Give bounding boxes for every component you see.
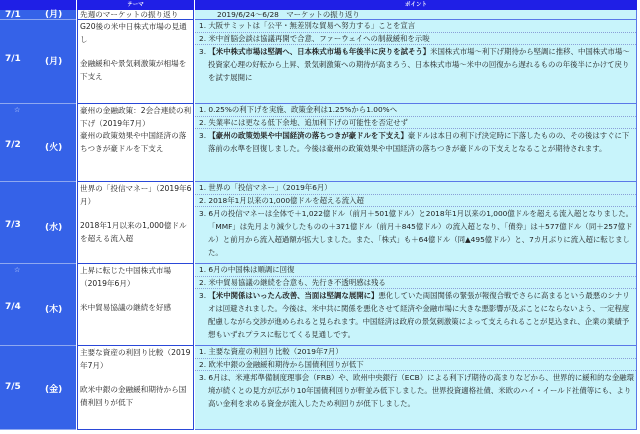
point-item: 1. 6月の中国株は順調に回復 — [195, 264, 636, 277]
theme-cell — [77, 104, 194, 182]
date: 7/4 — [5, 302, 21, 312]
point-item: 1. 0.25%の利下げを実施、政策金利は1.25%から1.00%へ — [195, 104, 636, 117]
date: 7/3 — [5, 220, 21, 230]
point-number: 3. — [199, 373, 209, 383]
point-item — [195, 129, 636, 155]
date-cell — [0, 20, 76, 104]
table-row — [0, 346, 637, 430]
point-item: 2. 欧米中銀の金融緩和期待から国債利回りが低下 — [195, 359, 636, 372]
theme-subtitle: 豪州の政策効果や中国経済の落ちつきが豪ドルを下支え — [80, 131, 187, 153]
point-number: 3. — [199, 209, 209, 219]
date-cell — [0, 182, 76, 264]
date-cell — [0, 346, 76, 430]
star-icon: ☆ — [14, 106, 21, 114]
point-body: 6月は、米連邦準備制度理事会（FRB）や、欧州中央銀行（ECB）による利下げ期待の高まりなどから、世界的に緩和的な金融環境が続くとの見方が広がり10年国債利回りが軒並み低下しました。世界投資適格社債、米欧のハイ・イールド社債等にも、より高い金利を求める資金が流入したため利回りが低下しました。 — [208, 373, 635, 409]
weekday: (水) — [45, 223, 63, 233]
theme-title: 主要な資産の利回り比較（2019年7月） — [80, 348, 191, 370]
theme-title: 上昇に転じた中国株式市場（2019年6月） — [80, 266, 172, 288]
point-item: 2. 失業率には更なる低下余地、追加利下げの可能性を否定せず — [195, 117, 636, 130]
date: 7/5 — [5, 382, 21, 392]
point-number: 3. — [199, 47, 209, 57]
point-item — [195, 207, 636, 259]
theme-cell — [77, 182, 194, 264]
points-cell — [195, 264, 637, 346]
points-cell — [195, 182, 637, 264]
table-row — [0, 10, 637, 20]
point-headline: 【米中関係はいったん改善、当面は堅調な展開に】 — [208, 291, 379, 301]
date: 7/2 — [5, 140, 21, 150]
point-item — [195, 289, 636, 341]
header-points: ポイント — [195, 0, 637, 10]
point-item — [195, 371, 636, 410]
weekday: (金) — [45, 385, 63, 395]
point-item: 2. 2018年1月以来の1,000億ドルを超える流入超 — [195, 195, 636, 208]
date-cell — [0, 104, 76, 182]
table-row — [0, 20, 637, 104]
point-number: 3. — [199, 131, 209, 141]
date-cell — [0, 10, 76, 20]
date-cell — [0, 264, 76, 346]
theme-title: 豪州の金融政策：2会合連続の利下げ（2019年7月） — [80, 106, 192, 128]
point-item — [195, 45, 636, 84]
weekday: (月) — [45, 10, 63, 20]
theme-cell — [77, 20, 194, 104]
weekday: (木) — [45, 305, 63, 315]
weekday: (月) — [45, 57, 63, 67]
theme-title: G20後の米中日株式市場の見通し — [80, 22, 187, 44]
point-item: 2019/6/24～6/28 マーケットの振り返り — [217, 10, 360, 19]
header-theme: テーマ — [77, 0, 194, 10]
date: 7/1 — [5, 10, 21, 20]
points-cell — [195, 10, 637, 20]
date: 7/1 — [5, 54, 21, 64]
points-cell — [195, 20, 637, 104]
point-headline: 【豪州の政策効果や中国経済の落ちつきが豪ドルを下支え】 — [208, 131, 408, 141]
point-number: 3. — [199, 291, 209, 301]
theme-cell — [77, 10, 194, 20]
point-headline: 【米中株式市場は堅調へ、日本株式市場も年後半に戻りを試そう】 — [208, 47, 431, 57]
point-item: 2. 米中貿易協議の継続を合意も、先行き不透明感は残る — [195, 277, 636, 290]
theme-subtitle: 2018年1月以来の1,000億ドルを超える流入超 — [80, 221, 187, 243]
header-date — [0, 0, 76, 10]
table-row — [0, 182, 637, 264]
point-item: 1. 主要な資産の利回り比較（2019年7月） — [195, 346, 636, 359]
point-item: 1. 世界の「投信マネー」（2019年6月） — [195, 182, 636, 195]
theme-title: 世界の「投信マネー」（2019年6月） — [80, 184, 192, 206]
theme-subtitle: 欧米中銀の金融緩和期待から国債利回りが低下 — [80, 385, 187, 407]
points-cell — [195, 346, 637, 430]
point-body: 豪ドルは本日の利下げ決定時に下落したものの、その後はすぐに下落前の水準を回復しました。今後は豪州の政策効果や中国経済の落ちつきが豪ドルの下支えとなることが期待されます。 — [208, 131, 630, 154]
weekday: (火) — [45, 143, 63, 153]
theme-title: 先週のマーケットの振り返り — [80, 10, 179, 19]
star-icon: ☆ — [14, 266, 21, 274]
point-item: 1. 大阪サミットは「公平・無差別な貿易へ努力する」ことを宣言 — [195, 20, 636, 33]
table-row — [0, 264, 637, 346]
theme-subtitle: 米中貿易協議の継続を好感 — [80, 303, 172, 312]
theme-cell — [77, 264, 194, 346]
table-row — [0, 104, 637, 182]
theme-cell — [77, 346, 194, 430]
point-body: 悪化していた両国関係の緊張が報復合戦でさらに高まるという最悪のシナリオは回避されました。今後は、米中共に関係を悪化させて経済や金融市場に大きな悪影響が及ぶことにならないよう、一定程度配慮しながら交渉が進められると見られます。中国経済は政府の景気刺激策によって支えられることが見込まれ、企業の業績予想もいずれプラスに転じてくる見通しです。 — [208, 291, 630, 340]
point-item: 2. 米中首脳会談は協議再開で合意、ファーウェイへの制裁緩和を示唆 — [195, 33, 636, 46]
point-body: 6月の投信マネーは全体で＋1,022億ドル（前月＋501億ドル）と2018年1月以来の1,000億ドルを超える流入超となりました。「MMF」は先月より減少したものの＋371億ドル（前月＋845億ドル）の流入超となり、「債券」は＋577億ドル（同＋257億ドル）と前月から流入超過額が拡大しました。また、「株式」も＋64億ドル（同▲495億ドル）と、7カ月ぶりに流入超に転じました。 — [208, 209, 634, 258]
points-cell — [195, 104, 637, 182]
point-body: 米国株式市場～利下げ期待から堅調に推移、中国株式市場～投資家心理の好転から上昇、景気刺激策への期待が高まろう、日本株式市場～米中の回復から遅れるものの年後半にかけて戻りを試す展開に — [208, 47, 630, 83]
theme-subtitle: 金融緩和や景気刺激策が相場を下支え — [80, 59, 187, 81]
